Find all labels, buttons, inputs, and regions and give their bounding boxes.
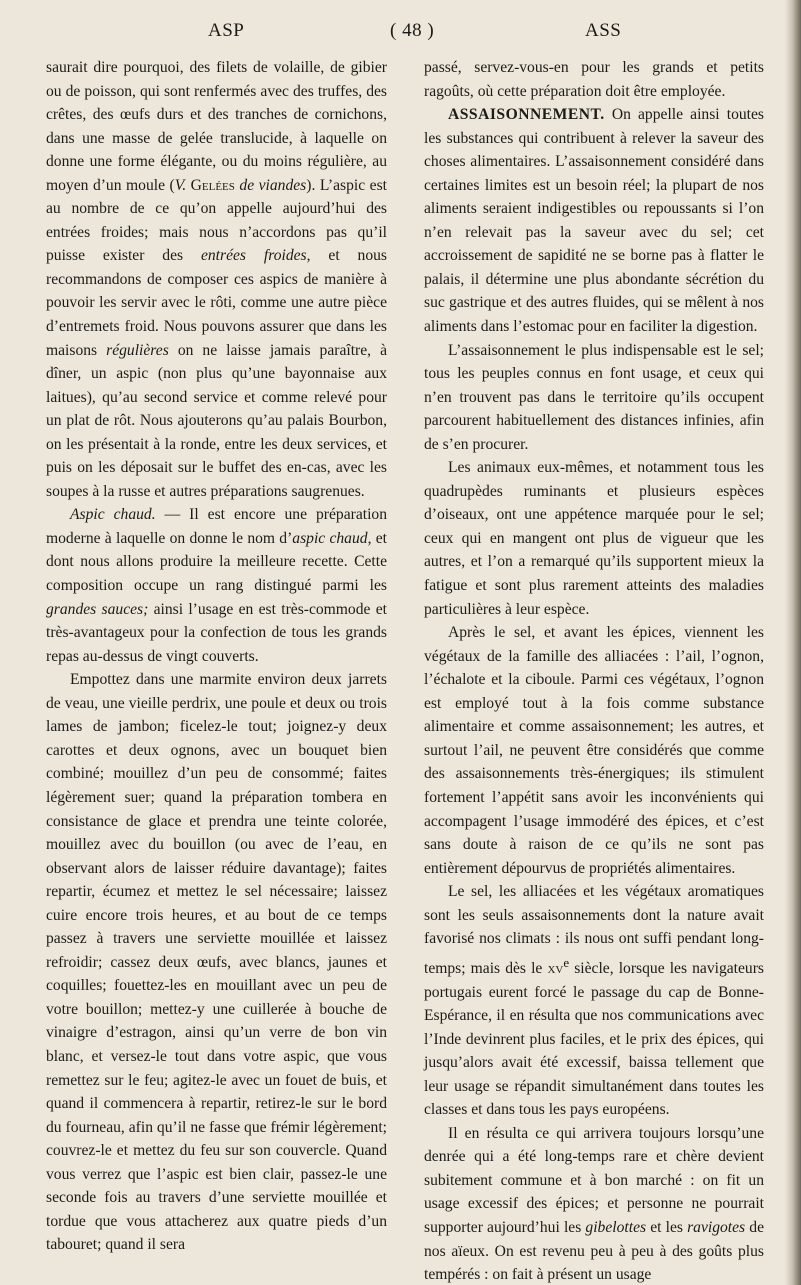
running-header xyxy=(0,20,801,44)
paragraph-assaisonnement: ASSAISONNEMENT. On appelle ainsi toutes les substances qui contribuent à relever la saveur des choses alimentaires. L’assaisonnement considéré dans certaines limites est un besoin réel; la plupart de nos aliments seraient indigestibles ou repoussants si l’on n’en relevait pas la saveur avec du sel; cet accroissement de sapidité ne se borne pas à flatter le palais, il détermine une plus abondante sécrétion du suc gastrique et des autres fluides, qui se mêlent à nos aliments dans l’estomac pour en faciliter la digestion. xyxy=(424,106,764,336)
paragraph-epices: Le sel, les alliacées et les végétaux aromatiques sont les seuls assaisonnements dont la nature avait favorisé nos climats : ils nous ont suffi pendant long-temps; mais dès le $xv^e$ siècle, lorsque les navigateurs portugais eurent forcé le passage du cap de Bonne-Espérance, il en résulta que nos communications avec l’Inde devinrent plus faciles, et le prix des épices, qui jusqu’alors avait été excessif, baissa tellement que leur usage se répandit simultanément dans toutes les classes et dans tous les pays européens. xyxy=(424,883,764,1119)
paragraph-recipe-end: passé, servez-vous-en pour les grands et petits ragoûts, où cette préparation doit être employée. xyxy=(424,59,764,100)
page-number: ( 48 ) xyxy=(390,20,435,41)
header-left-word: ASP xyxy=(208,20,245,41)
paragraph-aspic-continued: saurait dire pourquoi, des filets de volaille, de gibier ou de poisson, qui sont renfermés avec des truffes, des crêtes, des œufs durs et des tranches de cornichons, dans une masse de gelée translucide, à laquelle on donne une forme élégante, ou du moins régulière, au moyen d’un moule (V. Gelées de viandes). L’aspic est au nombre de ce qu’on appelle aujourd’hui des entrées froides; mais nous n’accordons pas qu’il puisse exister des entrées froides, et nous recommandons de composer ces aspics de manière à pouvoir les servir avec le rôti, comme une autre pièce d’entremets froid. Nous pouvons assurer que dans les maisons régulières on ne laisse jamais paraître, à dîner, un aspic (non plus qu’une bayonnaise aux laitues), qu’au second service et comme relevé pour un plat de rôt. Nous ajouterons qu’au palais Bourbon, on les présentait à la ronde, entre les deux services, et puis on les déposait sur le buffet des en-cas, avec les soupes à la russe et autres préparations saugrenues. xyxy=(46,59,388,500)
paragraph-excess: Il en résulta ce qui arrivera toujours lorsqu’une denrée qui a été long-temps rare et chère devient subitement commune et à bon marché : on fit un usage excessif des épices; et personne ne pourrait supporter aujourd’hui les gibelottes et les ravigotes de nos aïeux. On est revenu peu à peu à des goûts plus tempérés : on fait à présent un usage xyxy=(424,1124,764,1284)
subheading-aspic-chaud: Aspic chaud. xyxy=(70,506,156,524)
right-column xyxy=(424,56,764,1285)
paragraph-recipe: Empottez dans une marmite environ deux jarrets de veau, une vieille perdrix, une poule et deux ou trois lames de jambon; ficelez-le tout; joignez-y deux carottes et deux ognons, avec un bouquet bien combiné; mouillez d’un peu de consommé; faites légèrement suer; quand la préparation tombera en consistance de glace et prendra une teinte colorée, mouillez avec du bouillon (ou avec de l’eau, en observant alors de laisser réduire davantage); faites repartir, écumez et mettez le sel nécessaire; laissez cuire encore trois heures, et au bout de ce temps passez à travers une serviette mouillée et laissez refroidir; cassez deux œufs, avec blancs, jaunes et coquilles; fouettez-les en mouillant avec un peu de votre bouillon; mettez-y une cuillerée à bouche de vinaigre d’estragon, ainsi qu’un verre de bon vin blanc, et versez-le tout dans votre aspic, que vous remettez sur le feu; agitez-le avec un fouet de buis, et quand il commencera à repartir, retirez-le sur le bord du fourneau, afin qu’il ne fasse que frémir légèrement; couvrez-le et mettez du feu sur son couvercle. Quand vous verrez que l’aspic est bien clair, passez-le une seconde fois au travers d’une serviette mouillée et tordue que vous attacherez aux quatre pieds d’un tabouret; quand il sera xyxy=(46,671,387,1254)
paragraph-sel: L’assaisonnement le plus indispensable est le sel; tous les peuples connus en font usage, et ceux qui n’en trouvent pas dans le territoire qu’ils occupent parcourent habituellement des distances infinies, afin de s’en procurer. xyxy=(424,341,764,453)
page-edge-shadow xyxy=(785,0,801,1285)
entry-term-assaisonnement: ASSAISONNEMENT. xyxy=(448,106,605,124)
paragraph-alliacees: Après le sel, et avant les épices, viennent les végétaux de la famille des alliacées : l’ail, l’ognon, l’échalote et la ciboule. Parmi ces végétaux, l’ognon est employé tout à la fois comme substance alimentaire et comme assaisonnement; les autres, et surtout l’ail, ne peuvent être considérés que comme des assaisonnements très-énergiques; ils stimulent fortement l’appétit sans avoir les inconvénients qui accompagent l’usage immodéré des épices, et c’est sans doute à raison de ce qu’ils ne sont pas entièrement dépourvus de propriétés alimentaires. xyxy=(424,624,764,877)
paragraph-aspic-chaud: Aspic chaud. — Il est encore une préparation moderne à laquelle on donne le nom d’aspic chaud, et dont nous allons produire la meilleure recette. Cette composition occupe un rang distingué parmi les grandes sauces; ainsi l’usage en est très-commode et très-avantageux pour la confection de tous les grands repas au-dessus de vingt couverts. xyxy=(46,506,387,665)
header-right-word: ASS xyxy=(585,20,622,41)
paragraph-animaux: Les animaux eux-mêmes, et notamment tous les quadrupèdes ruminants et plusieurs espèces d’oiseaux, ont une appétence marquée pour le sel; ceux qui en mangent ont plus de vigueur que les autres, et l’on a remarqué qu’ils supportent mieux la fatigue et sont plus rarement atteints des maladies particulières à leur espèce. xyxy=(424,459,764,618)
left-column xyxy=(46,56,387,1257)
